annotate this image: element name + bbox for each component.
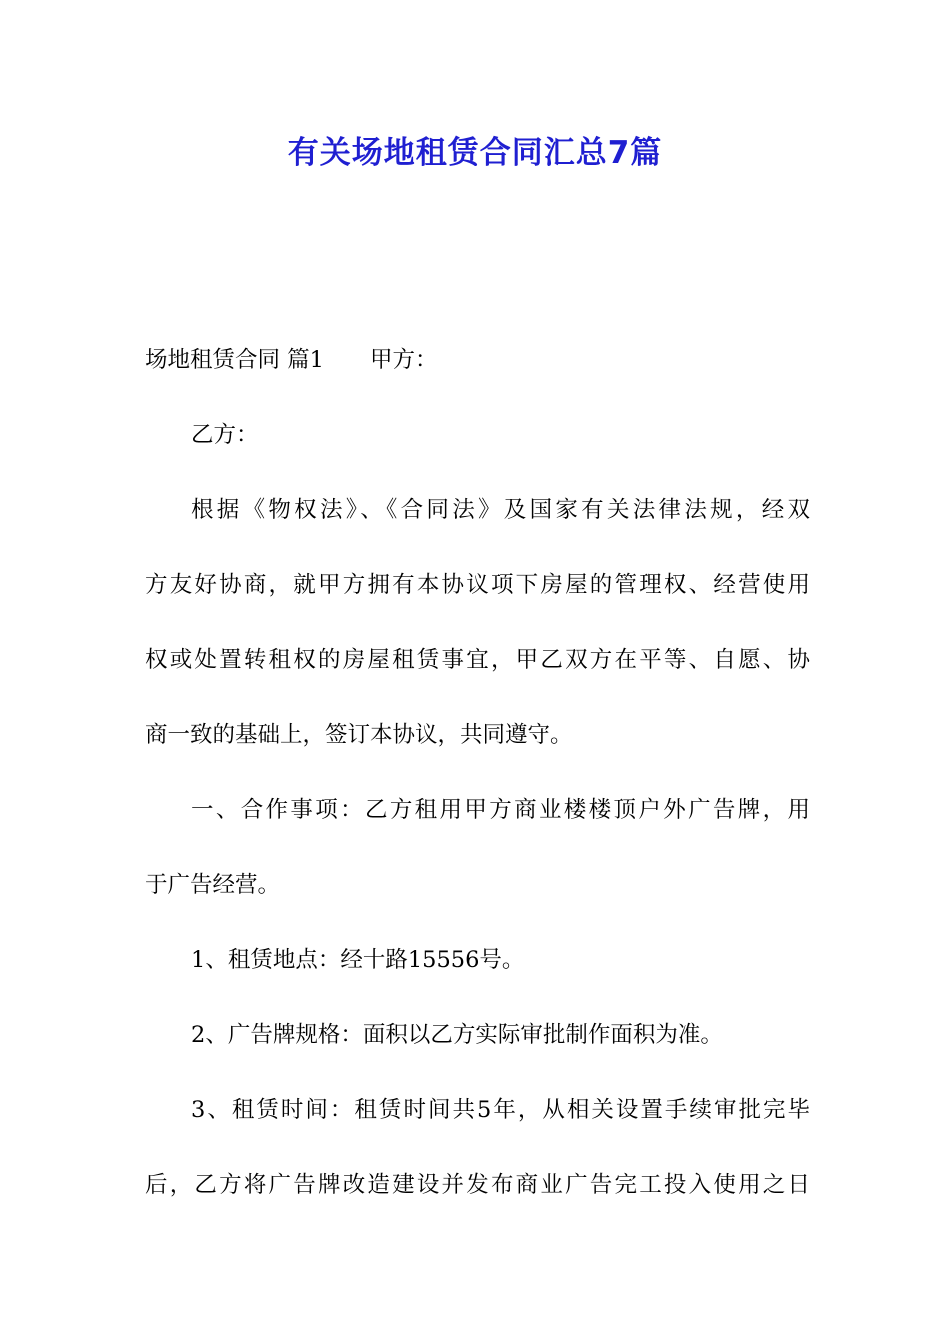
section-text: 于广告经营。: [145, 872, 281, 898]
section-text: 一、合作事项：乙方租用甲方商业楼楼顶户外广告牌，用: [191, 797, 810, 823]
item-line: [145, 1010, 810, 1085]
paragraph-line: [145, 635, 810, 710]
paragraph-text: 根据《物权法》、《合同法》及国家有关法律法规，经双: [191, 497, 810, 523]
contract-heading: 场地租赁合同 篇1: [145, 347, 324, 373]
paragraph-line: [145, 710, 810, 785]
item-text: 后，乙方将广告牌改造建设并发布商业广告完工投入使用之日: [145, 1172, 810, 1198]
document-body: [145, 335, 810, 1235]
section-line: [145, 785, 810, 860]
party-b-line: [145, 410, 810, 485]
paragraph-text: 商一致的基础上，签订本协议，共同遵守。: [145, 722, 573, 748]
party-a-label: 甲方：: [369, 347, 438, 373]
item-text: 3、租赁时间：租赁时间共5年，从相关设置手续审批完毕: [191, 1097, 810, 1123]
document-title: 有关场地租赁合同汇总7篇: [287, 135, 663, 171]
paragraph-line: [145, 560, 810, 635]
item-text: 2、广告牌规格：面积以乙方实际审批制作面积为准。: [191, 1022, 723, 1048]
item-line: [145, 1085, 810, 1160]
paragraph-text: 方友好协商，就甲方拥有本协议项下房屋的管理权、经营使用: [145, 572, 810, 598]
contract-heading-line: [145, 335, 810, 410]
section-line: [145, 860, 810, 935]
item-line: [145, 935, 810, 1010]
paragraph-text: 权或处置转租权的房屋租赁事宜，甲乙双方在平等、自愿、协: [145, 647, 810, 673]
item-text: 1、租赁地点：经十路15556号。: [191, 947, 525, 973]
paragraph-line: [145, 485, 810, 560]
party-b-label: 乙方：: [191, 422, 259, 448]
item-line: [145, 1160, 810, 1235]
